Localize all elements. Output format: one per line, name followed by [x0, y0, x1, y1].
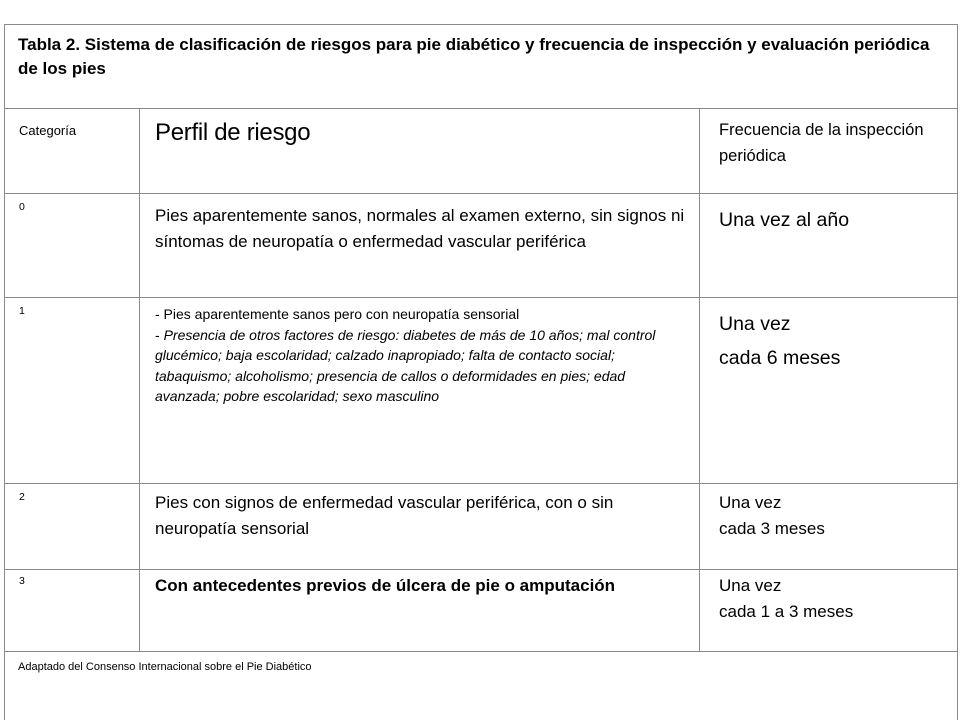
- row-0-category: 0: [19, 201, 25, 213]
- row-1-frequency-line1: Una vez: [719, 313, 791, 335]
- table-title: Tabla 2. Sistema de clasificación de riesgos para pie diabético y frecuencia de inspección y evaluación periódica de los pies: [5, 25, 957, 109]
- row-2-category: 2: [19, 491, 25, 503]
- row-3-frequency-line2: cada 1 a 3 meses: [719, 602, 854, 621]
- header-categoria: Categoría: [19, 123, 77, 138]
- row-divider: [5, 297, 957, 298]
- column-divider: [699, 109, 700, 651]
- row-divider: [5, 193, 957, 194]
- row-0-frequency: Una vez al año: [719, 209, 850, 231]
- row-1-profile: [155, 304, 690, 407]
- row-1-frequency: [719, 307, 949, 375]
- row-3-profile: Con antecedentes previos de úlcera de pie o amputación: [155, 576, 616, 595]
- risk-classification-table: [4, 24, 958, 720]
- header-frecuencia: Frecuencia de la inspección periódica: [719, 121, 924, 165]
- row-1-frequency-line2: cada 6 meses: [719, 347, 841, 369]
- header-perfil: Perfil de riesgo: [155, 119, 311, 146]
- row-0-profile: Pies aparentemente sanos, normales al examen externo, sin signos ni síntomas de neuropatía o enfermedad vascular periférica: [155, 206, 685, 251]
- row-2-frequency: [719, 490, 949, 542]
- row-3-category: 3: [19, 575, 25, 587]
- row-3-frequency: [719, 573, 949, 625]
- row-2-frequency-line1: Una vez: [719, 493, 782, 512]
- row-1-category: 1: [19, 305, 25, 317]
- row-divider: [5, 651, 957, 652]
- row-3-frequency-line1: Una vez: [719, 576, 782, 595]
- row-divider: [5, 569, 957, 570]
- row-2-frequency-line2: cada 3 meses: [719, 519, 825, 538]
- row-divider: [5, 483, 957, 484]
- table-footnote: Adaptado del Consenso Internacional sobre el Pie Diabético: [18, 661, 312, 673]
- row-2-profile: Pies con signos de enfermedad vascular periférica, con o sin neuropatía sensorial: [155, 493, 614, 538]
- row-1-profile-line1: - Pies aparentemente sanos pero con neuropatía sensorial: [155, 306, 520, 322]
- row-1-profile-line2: - Presencia de otros factores de riesgo: diabetes de más de 10 años; mal control glucémico; baja escolaridad; calzado inapropiado; falta de contacto social; tabaquismo; alcoholismo; presencia de callos o deformidades en pies; edad avanzada; pobre escolaridad; sexo masculino: [155, 326, 656, 404]
- column-divider: [139, 109, 140, 651]
